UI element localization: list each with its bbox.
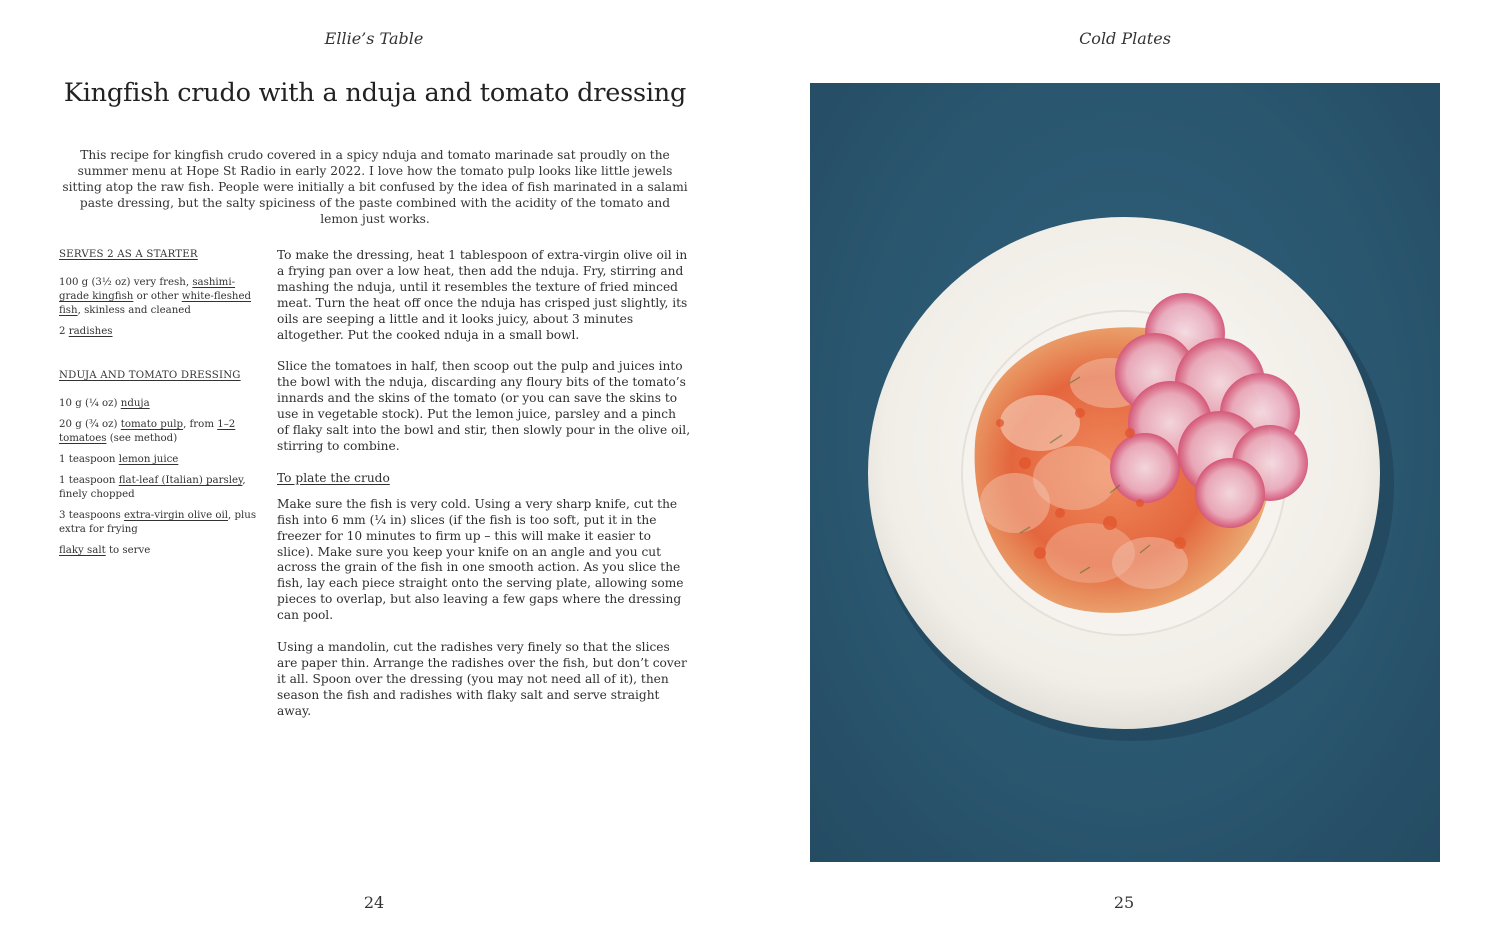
ingredient-text: or other [133,291,182,302]
ingredient-name: extra-virgin olive oil [123,510,229,521]
ingredient-text: , plus extra for frying [59,510,257,535]
ingredient-text: , from [183,419,218,430]
ingredient-name: white-fleshed fish [59,291,252,316]
method-paragraph: To make the dressing, heat 1 tablespoon of extra-virgin olive oil in a frying pan over a low heat, then add the nduja. Fry, stirring and mashing the nduja, until it resembles the texture of fried minced meat. Turn the heat off once the nduja has crisped just slightly, its oils are seeping a little and it looks juicy, about 3 minutes altogether. Put the cooked nduja in a small bowl. [277,248,688,342]
ingredient-item [59,418,259,446]
serves-heading: SERVES 2 AS A STARTER [59,249,198,260]
ingredient-name: sashimi-grade kingfish [59,277,236,302]
ingredient-text: to serve [105,545,151,556]
ingredient-item [59,509,259,537]
recipe-title: Kingfish crudo with a nduja and tomato dressing [63,78,687,108]
recipe-intro: This recipe for kingfish crudo covered in a spicy nduja and tomato marinade sat proudly on the summer menu at Hope St Radio in early 2022. I love how the tomato pulp looks like little jewels sitting atop the raw fish. People were initially a bit confused by the idea of fish marinated in a salami paste dressing, but the salty spiciness of the paste combined with the acidity of the tomato and lemon just works. [62,148,688,226]
method-paragraph: Make sure the fish is very cold. Using a very sharp knife, cut the fish into 6 mm (¼ in) slices (if the fish is too soft, put it in the freezer for 10 minutes to firm up – this will make it easier to slice). Make sure you keep your knife on an angle and you cut across the grain of the fish in one smooth action. As you slice the fish, lay each piece straight onto the serving plate, allowing some pieces to overlap, but also leaving a few gaps where the dressing can pool. [277,496,684,623]
ingredient-text: 1 teaspoon [59,454,119,465]
dish-photo [810,83,1440,862]
ingredient-text: , finely chopped [59,475,246,500]
ingredients-column [59,248,259,565]
ingredient-text: 20 g (¾ oz) [59,419,121,430]
ingredient-name: flaky salt [59,545,106,556]
ingredient-name: 1–2 tomatoes [59,419,236,444]
ingredient-item [59,276,259,318]
ingredient-name: tomato pulp [120,419,184,430]
ingredient-text: 100 g (3½ oz) very fresh, [59,277,193,288]
ingredient-item [59,474,259,502]
method-subheading: To plate the crudo [277,470,390,485]
ingredient-name: nduja [120,398,150,409]
ingredient-text: 2 [59,326,69,337]
ingredient-name: lemon juice [118,454,179,465]
method-paragraph: Slice the tomatoes in half, then scoop out the pulp and juices into the bowl with the nduja, discarding any floury bits of the tomato’s innards and the skins of the tomato (or you can save the skins to use in vegetable stock). Put the lemon juice, parsley and a pinch of flaky salt into the bowl and stir, then slowly pour in the olive oil, stirring to combine. [277,359,691,453]
ingredient-list-main [59,276,259,339]
crudo-plate-illustration [810,83,1440,862]
ingredient-item [59,544,259,558]
ingredient-item [59,397,259,411]
ingredient-text: 1 teaspoon [59,475,119,486]
running-head-right: Cold Plates [1079,29,1171,48]
method-column [277,248,691,736]
ingredient-text: , skinless and cleaned [77,305,191,316]
ingredient-item [59,325,259,339]
page-number-right: 25 [1113,893,1135,912]
ingredient-name: flat-leaf (Italian) parsley [118,475,243,486]
running-head-left: Ellie’s Table [324,29,424,48]
ingredient-name: radishes [68,326,113,337]
ingredient-text: 10 g (¼ oz) [59,398,121,409]
ingredient-list-dressing [59,397,259,558]
ingredient-item [59,453,259,467]
ingredient-text: (see method) [106,433,178,444]
method-paragraph: Using a mandolin, cut the radishes very finely so that the slices are paper thin. Arrange the radishes over the fish, but don’t cover it all. Spoon over the dressing (you may not need all of it), then season the fish and radishes with flaky salt and serve straight away. [277,640,687,718]
page-number-left: 24 [363,893,385,912]
dressing-heading: NDUJA AND TOMATO DRESSING [59,370,241,381]
ingredient-text: 3 teaspoons [59,510,124,521]
